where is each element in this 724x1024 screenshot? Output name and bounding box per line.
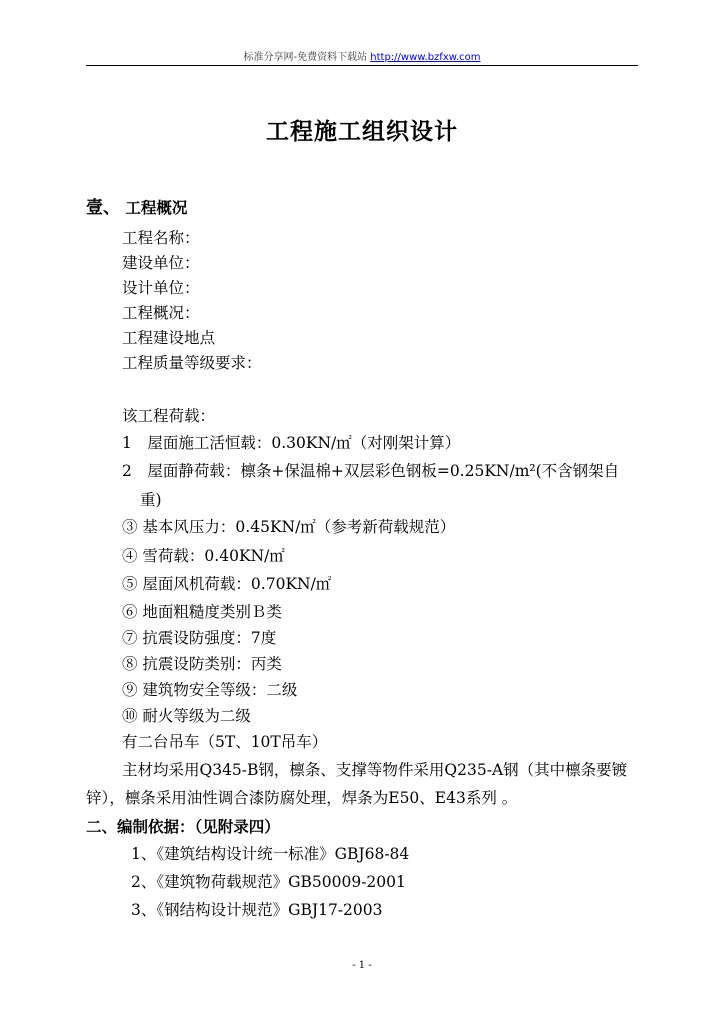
load-item-4: ④ 雪荷载：0.40KN/㎡ (122, 547, 285, 565)
loads-heading: 该工程荷载： (122, 407, 216, 425)
reference-item-1: 1、《建筑结构设计统一标准》GBJ68-84 (131, 845, 410, 863)
header-site-link[interactable]: http://www.bzfxw.com (370, 52, 481, 63)
load-item-5: ⑤ 屋面风机荷载：0.70KN/㎡ (122, 575, 332, 593)
header-site-text: 标准分享网-免费资料下载站 (243, 52, 371, 63)
header-rule (86, 65, 638, 66)
load-item-9: ⑨ 建筑物安全等级：二级 (122, 681, 298, 699)
load-item-7: ⑦ 抗震设防强度：7度 (122, 629, 277, 647)
load-item-6: ⑥ 地面粗糙度类别Ｂ类 (122, 603, 282, 621)
crane-note: 有二台吊车（5T、10T吊车） (122, 733, 328, 751)
reference-item-2: 2、《建筑物荷载规范》GB50009-2001 (131, 873, 406, 891)
quality-grade-field: 工程质量等级要求： (122, 354, 262, 372)
load-item-10: ⑩ 耐火等级为二级 (122, 707, 251, 725)
load-item-8: ⑧ 抗震设防类别：丙类 (122, 655, 282, 673)
load-item-2-cont: 重) (140, 491, 162, 509)
load-item-1: 1 屋面施工活恒载：0.30KN/㎡（对刚架计算） (122, 434, 461, 452)
section-1-label: 工程概况 (125, 199, 188, 217)
project-name-field: 工程名称： (122, 229, 200, 247)
load-item-2: 2 屋面静荷载：檩条+保温棉+双层彩色钢板=0.25KN/m²(不含钢架自 (122, 462, 620, 480)
site-location-field: 工程建设地点 (122, 329, 216, 347)
page-number: - 1 - (352, 960, 372, 971)
material-text: 主材均采用Q345-B钢，檩条、支撑等物件采用Q235-A钢（其中檩条要镀锌），檩条采用油性调合漆防腐处理，焊条为E50、E43系列 。 (86, 761, 628, 807)
reference-item-3: 3、《钢结构设计规范》GBJ17-2003 (131, 901, 383, 919)
page-header (0, 48, 724, 63)
owner-field: 建设单位： (122, 254, 200, 272)
material-paragraph (86, 756, 638, 812)
section-2-heading: 二、编制依据：（见附录四） (86, 818, 280, 836)
document-title: 工程施工组织设计 (266, 119, 458, 145)
designer-field: 设计单位： (122, 279, 200, 297)
section-1-heading (86, 198, 187, 218)
project-overview-field: 工程概况： (122, 304, 200, 322)
section-1-number: 壹、 (86, 198, 120, 218)
load-item-3: ③ 基本风压力：0.45KN/㎡（参考新荷载规范） (122, 518, 456, 536)
